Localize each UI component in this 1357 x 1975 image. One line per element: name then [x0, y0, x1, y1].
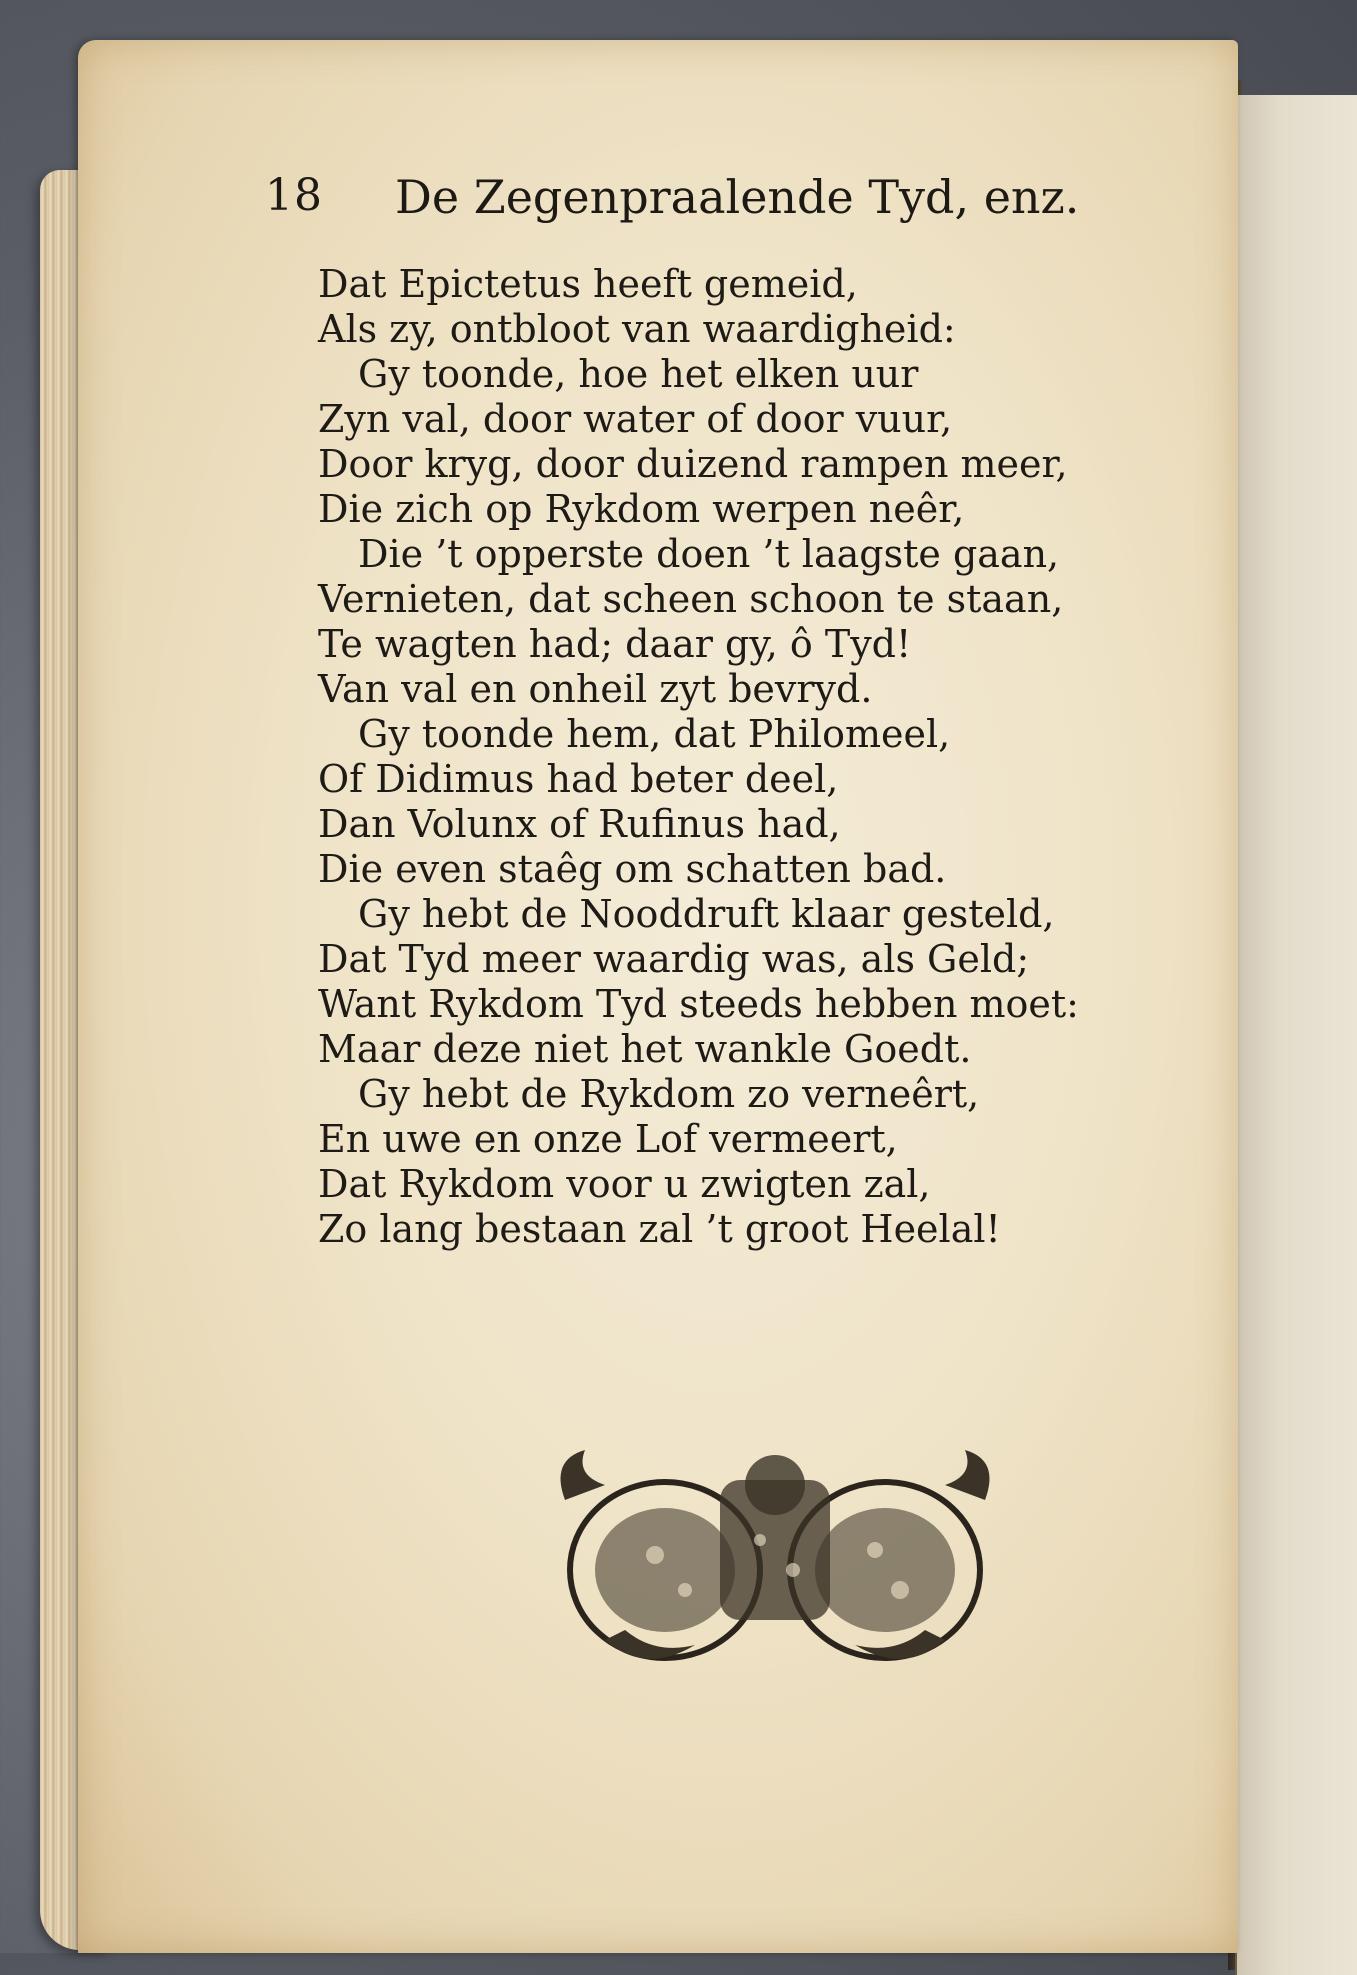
page-number: 18 [265, 170, 323, 221]
poem-line: Te wagten had; daar gy, ô Tyd! [318, 622, 912, 666]
running-title: De Zegenpraalende Tyd, enz. [395, 170, 1080, 224]
woodcut-ornament-icon [545, 1440, 1005, 1675]
poem-line: Van val en onheil zyt bevryd. [318, 667, 873, 711]
facing-page [1235, 95, 1357, 1975]
poem-line: Zyn val, door water of door vuur, [318, 397, 953, 441]
poem-line: Of Didimus had beter deel, [318, 757, 839, 801]
poem-line: Dan Volunx of Rufinus had, [318, 802, 841, 846]
poem-line: Gy hebt de Nooddruft klaar gesteld, [358, 892, 1055, 936]
poem-line: Gy toonde hem, dat Philomeel, [358, 712, 951, 756]
poem-line: Zo lang bestaan zal ’t groot Heelal! [318, 1207, 1001, 1251]
poem-line: Die ’t opperste doen ’t laagste gaan, [358, 532, 1060, 576]
poem-line: Gy toonde, hoe het elken uur [358, 352, 919, 396]
poem-line: Want Rykdom Tyd steeds hebben moet: [318, 982, 1079, 1026]
poem-line: Gy hebt de Rykdom zo verneêrt, [358, 1072, 980, 1116]
poem-line: Maar deze niet het wankle Goedt. [318, 1027, 972, 1071]
poem-line: Die even staêg om schatten bad. [318, 847, 947, 891]
poem [318, 262, 1178, 1252]
poem-line: Als zy, ontbloot van waardigheid: [318, 307, 956, 351]
poem-line: Dat Tyd meer waardig was, als Geld; [318, 937, 1030, 981]
poem-line: Dat Rykdom voor u zwigten zal, [318, 1162, 931, 1206]
poem-line: Dat Epictetus heeft gemeid, [318, 262, 858, 306]
running-head [265, 170, 1145, 240]
poem-line: Vernieten, dat scheen schoon te staan, [318, 577, 1064, 621]
poem-line: En uwe en onze Lof vermeert, [318, 1117, 898, 1161]
poem-line: Die zich op Rykdom werpen neêr, [318, 487, 965, 531]
poem-line: Door kryg, door duizend rampen meer, [318, 442, 1068, 486]
